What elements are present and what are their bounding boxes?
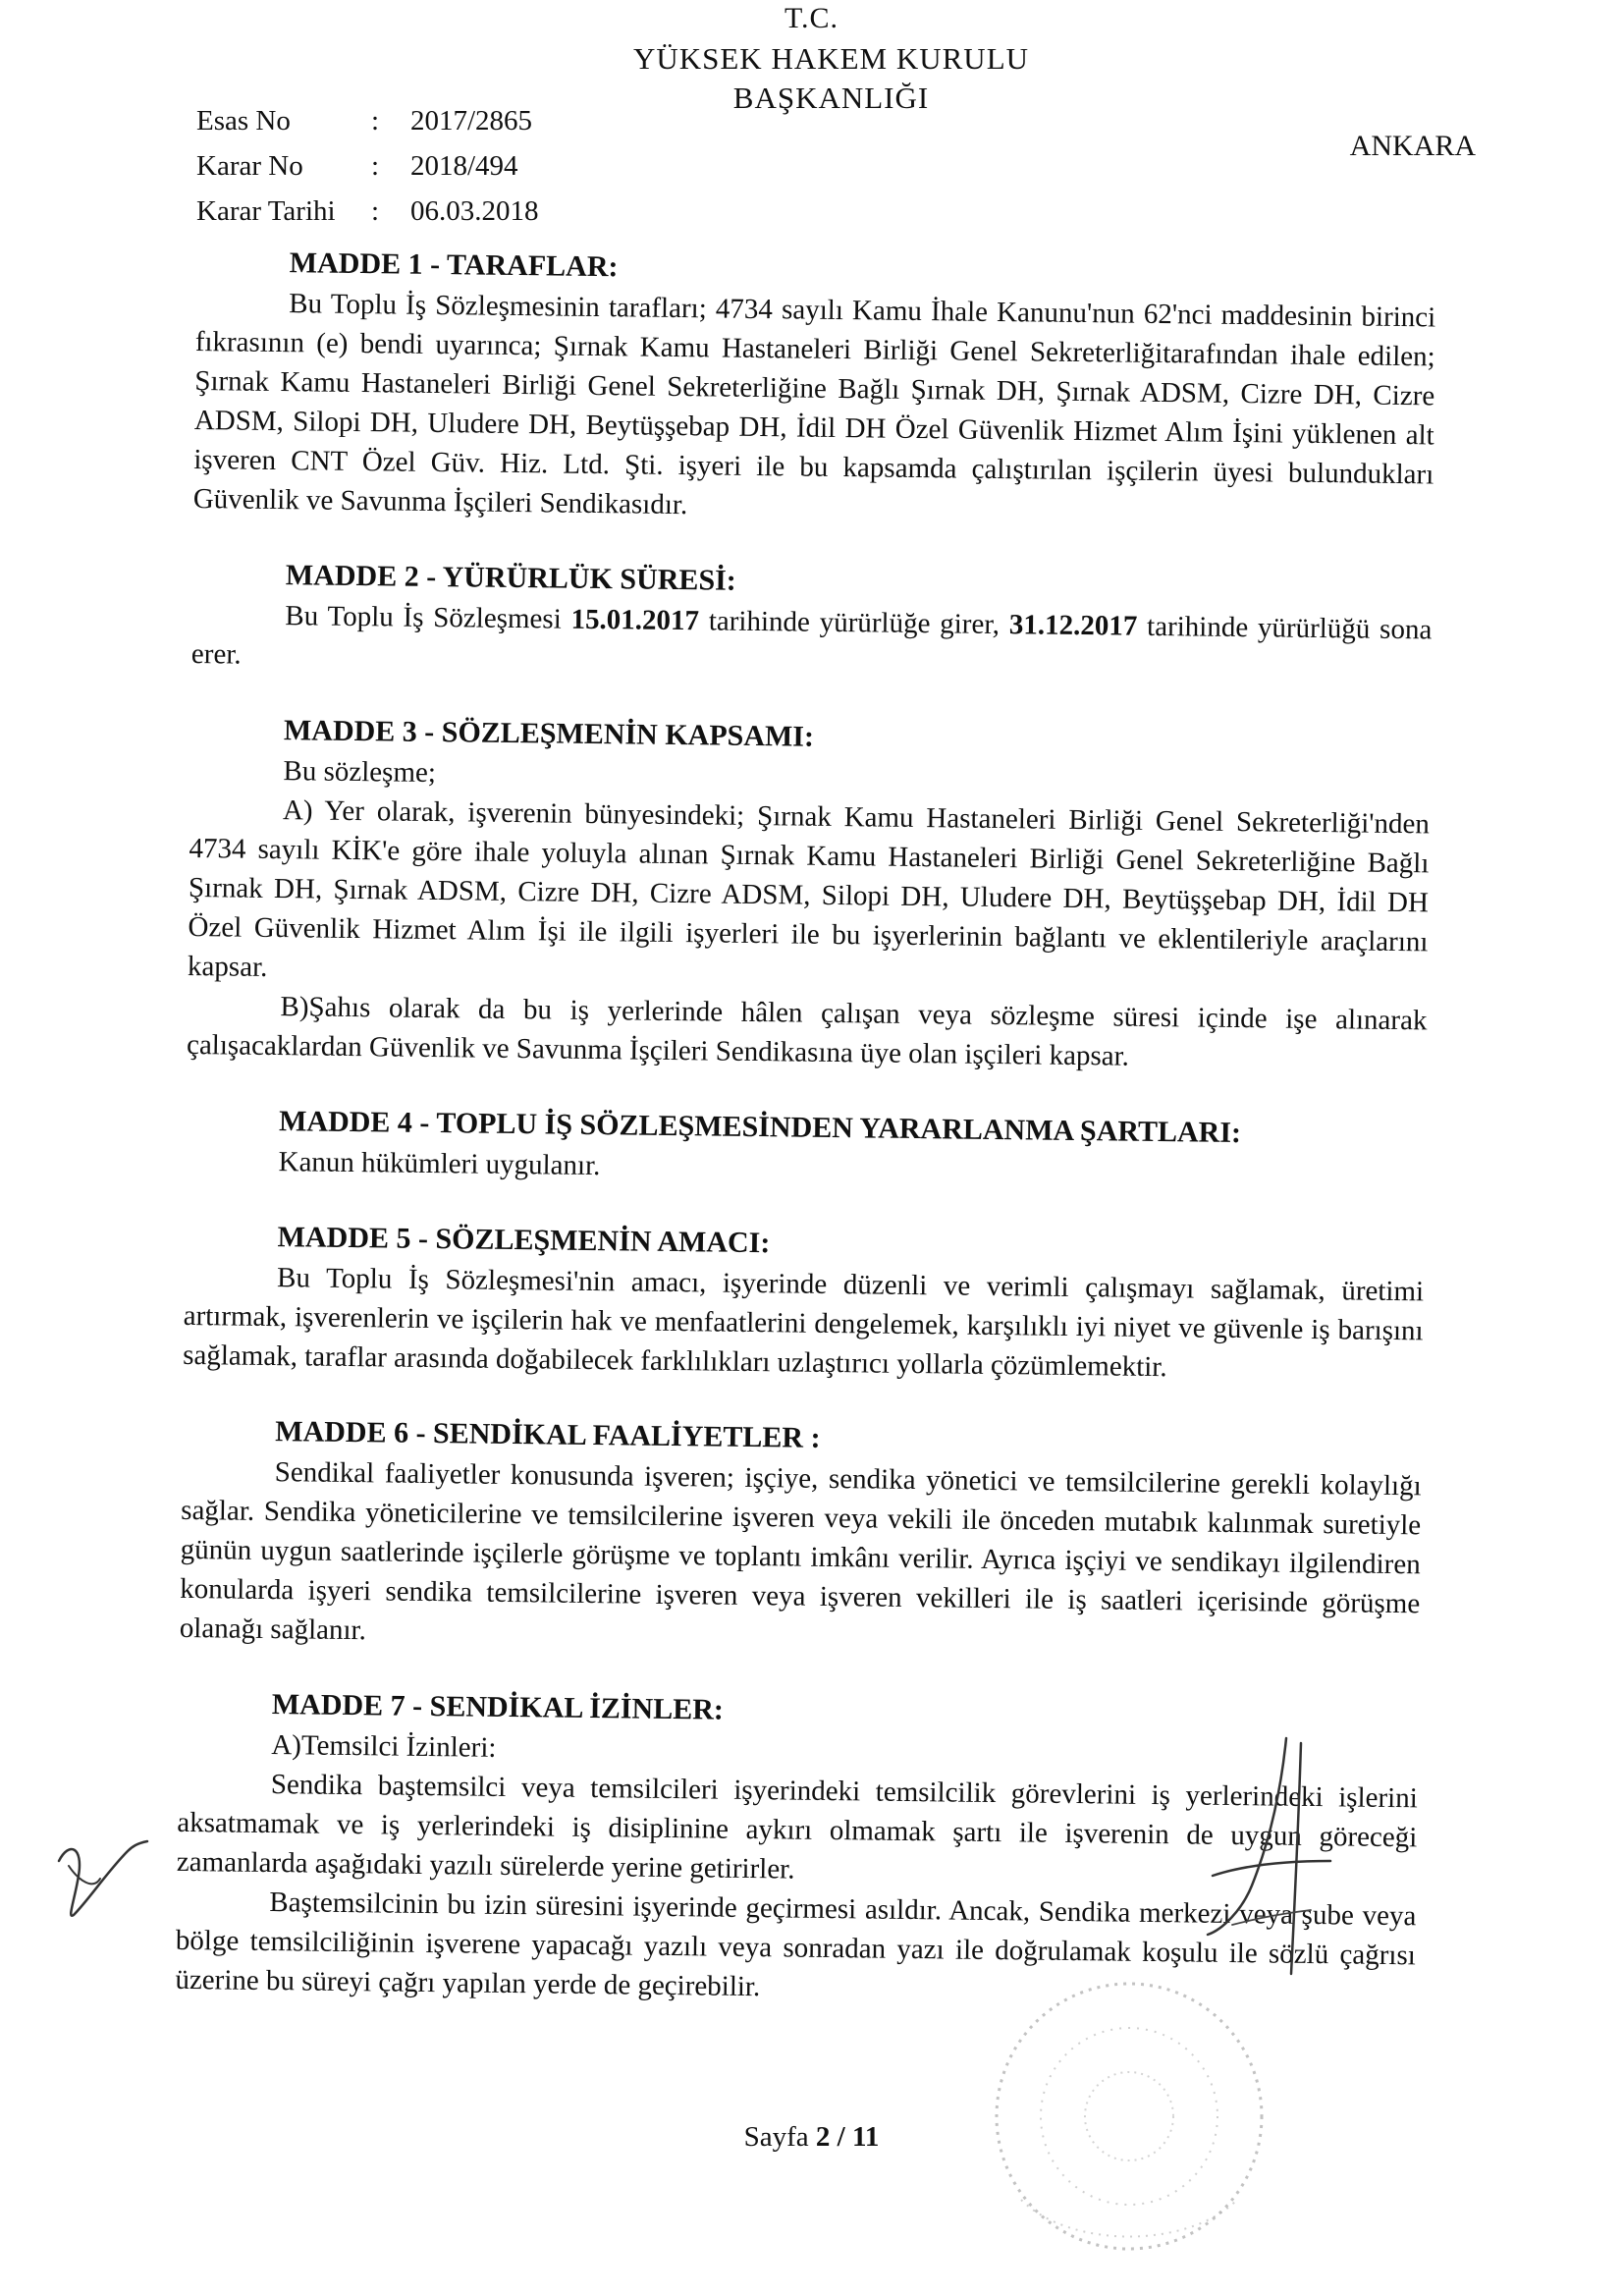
article-heading: MADDE 4 - TOPLU İŞ SÖZLEŞMESİNDEN YARARLANMA ŞARTLARI: <box>278 1105 1242 1150</box>
article-2 <box>191 558 1433 688</box>
article-paragraph: Sendika baştemsilci veya temsilcileri işyerindeki temsilcilik görevlerini iş yerlerindeki işlerini aksatmamak ve iş yerlerindeki iş disiplinine aykırı olmamak şartı ile işverenin de uygun göreceği zamanlarda aşağıdaki yazılı sürelerde yerine getirirler. <box>176 1769 1418 1886</box>
start-date: 15.01.2017 <box>570 603 700 637</box>
end-date: 31.12.2017 <box>1008 609 1138 642</box>
article-heading: MADDE 6 - SENDİKAL FAALİYETLER : <box>275 1415 821 1454</box>
article-4 <box>185 1104 1426 1195</box>
article-paragraph <box>191 595 1433 688</box>
article-heading: MADDE 7 - SENDİKAL İZİNLER: <box>271 1688 725 1726</box>
text-run: tarihinde yürürlüğe girer, <box>698 605 1010 641</box>
meta-key: Karar Tarihi <box>196 195 336 227</box>
meta-value: 06.03.2018 <box>410 195 539 227</box>
page-footer <box>0 2121 1623 2154</box>
article-paragraph: Bu sözleşme; <box>283 755 437 790</box>
document-body <box>175 246 1436 2053</box>
handwritten-initial-icon <box>39 1822 157 1930</box>
article-3 <box>187 713 1431 1079</box>
article-6 <box>180 1414 1423 1663</box>
text-run: tarihinde yürürlüğü sona erer. <box>190 610 1433 671</box>
page-label: Sayfa <box>743 2121 816 2153</box>
article-1 <box>193 246 1436 533</box>
meta-row-esas <box>196 98 539 143</box>
institution-name: YÜKSEK HAKEM KURULU <box>632 41 1030 76</box>
meta-value: 2017/2865 <box>410 105 533 137</box>
text-run: Bu Toplu İş Sözleşmesi <box>285 600 571 635</box>
meta-key: Esas No <box>196 105 291 137</box>
meta-value: 2018/494 <box>410 150 518 182</box>
meta-separator: : <box>371 150 380 182</box>
city-label: ANKARA <box>1349 130 1476 162</box>
meta-separator: : <box>371 105 380 137</box>
meta-separator: : <box>371 195 380 227</box>
article-paragraph: Sendikal faaliyetler konusunda işveren; işçiye, sendika yönetici ve temsilcilerine gerekli kolaylığı sağlar. Sendika yöneticilerine ve temsilcilerine işveren veya vekili ile önceden mutabık kalınmak suretiyle günün uygun saatlerinde işçilerle görüşme ve toplantı imkânı verilir. Ayrıca işçiyi ve sendikayı ilgilendiren konularda işyeri sendika temsilcilerine işveren veya işveren vekilleri ile iş saatleri içerisinde görüşme olanağı sağlanır. <box>179 1456 1422 1647</box>
article-paragraph: Bu Toplu İş Sözleşmesinin tarafları; 4734 sayılı Kamu İhale Kanunu'nun 62'nci maddesinin birinci fıkrasının (e) bendi uyarınca; Şırnak Kamu Hastaneleri Birliği Genel Sekreterliğitarafından ihale edilen; Şırnak Kamu Hastaneleri Birliği Genel Sekreterliğine Bağlı Şırnak DH, Şırnak ADSM, Cizre DH, Cizre ADSM, Silopi DH, Uludere DH, Beytüşşebap DH, İdil DH Özel Güvenlik Hizmet Alım İşini yüklenen alt işveren CNT Özel Güv. Hiz. Ltd. Şti. işyeri ile bu kapsamda çalıştırılan işçilerin üyesi bulundukları Güvenlik ve Savunma İşçileri Sendikasıdır. <box>192 288 1436 521</box>
article-5 <box>183 1220 1425 1390</box>
article-heading: MADDE 2 - YÜRÜRLÜK SÜRESİ: <box>285 559 736 597</box>
article-heading: MADDE 3 - SÖZLEŞMENİN KAPSAMI: <box>283 714 815 753</box>
article-paragraph: Kanun hükümleri uygulanır. <box>278 1146 601 1182</box>
case-metadata <box>196 98 539 234</box>
article-heading: MADDE 5 - SÖZLEŞMENİN AMACI: <box>277 1221 771 1260</box>
meta-key: Karar No <box>196 150 303 182</box>
article-heading: MADDE 1 - TARAFLAR: <box>289 246 619 284</box>
meta-row-karar <box>196 143 539 189</box>
article-7 <box>175 1687 1419 2014</box>
article-paragraph: Baştemsilcinin bu izin süresini işyerinde geçirmesi asıldır. Ancak, Sendika merkezi veya şube veya bölge temsilciliğinin işverene yapacağı yazılı veya sonradan yazı ile doğrulamak koşulu ile sözlü çağrısı üzerine bu süreyi çağrı yapılan yerde de geçirebilir. <box>175 1886 1417 2003</box>
article-paragraph: B)Şahıs olarak da bu iş yerlerinde hâlen çalışan veya sözleşme süresi içinde işe alınarak çalışacaklardan Güvenlik ve Savunma İşçileri Sendikasına üye olan işçileri kapsar. <box>186 991 1428 1072</box>
header-tc: T.C. <box>784 2 839 34</box>
page-number: 2 / 11 <box>815 2121 880 2153</box>
article-paragraph: A)Temsilci İzinleri: <box>271 1729 497 1764</box>
institution-subtitle: BAŞKANLIĞI <box>732 81 930 115</box>
article-paragraph: A) Yer olarak, işverenin bünyesindeki; Şırnak Kamu Hastaneleri Birliği Genel Sekreterliği'nden 4734 sayılı KİK'e göre ihale yoluyla alınan Şırnak Kamu Hastaneleri Birliği Genel Sekreterliğine Bağlı Şırnak DH, Şırnak ADSM, Cizre DH, Cizre ADSM, Silopi DH, Uludere DH, Beytüşşebap DH, İdil DH Özel Güvenlik Hizmet Alım İşi ile ilgili işyerleri ile bu işyerlerinin bağlantı ve eklentileriyle araçlarını kapsar. <box>187 794 1431 983</box>
meta-row-tarih <box>196 189 539 234</box>
article-paragraph: Bu Toplu İş Sözleşmesi'nin amacı, işyerinde düzenli ve verimli çalışmayı sağlamak, üretimi artırmak, işverenlerin ve işçilerin hak ve menfaatlerini dengelemek, karşılıklı iyi niyet ve güvenle iş barışını sağlamak, taraflar arasında doğabilecek farklılıkları uzlaştırıcı yollarla çözümlemektir. <box>182 1262 1425 1384</box>
